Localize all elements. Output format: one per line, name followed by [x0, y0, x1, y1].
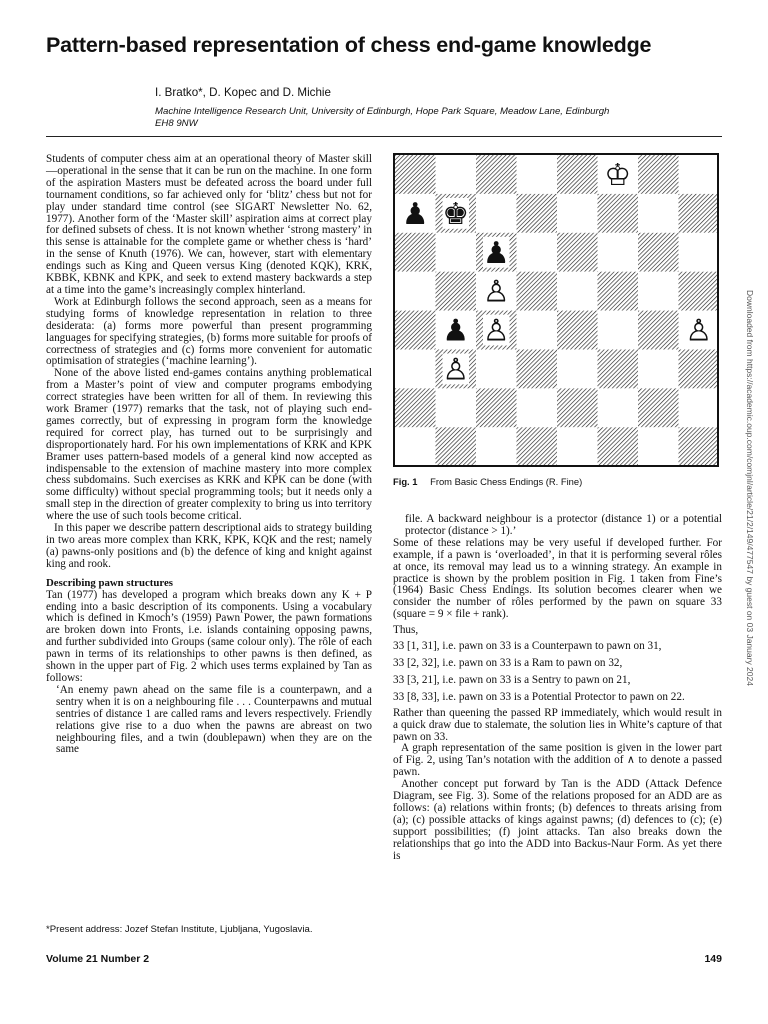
black-pawn-icon: ♟	[482, 235, 510, 271]
light-square	[638, 272, 679, 311]
light-square	[679, 388, 720, 427]
dark-square	[395, 155, 436, 194]
paragraph: None of the above listed end-games contains anything problematical from a Master’s point of view and computer programs embodying correct strategies have been written for all of them. In reviewing this work Bramer (1977) remarks that the task, not of playing such end-games correctly, but of expressing in program form the knowledge required for correct play, has turned out to be surprisingly and disproportionately hard. For his own implementations of KRK and KPK Bramer uses pattern-based models of a general kind now accepted as indispensable to the extension of machine mastery into more complex chess subdomains. Such exercises as KRK and KPK can be done (with some difficulty) without special programming tools; but it needs only a small step in the direction of greater complexity to bring us into territory where the use of such tools become critical.	[46, 367, 372, 523]
dark-square	[598, 427, 639, 466]
paper-title: Pattern-based representation of chess end-game knowledge	[46, 33, 652, 57]
light-square	[517, 388, 558, 427]
dark-square	[517, 350, 558, 389]
relation-line: 33 [8, 33], i.e. pawn on 33 is a Potential Protector to pawn on 22.	[393, 690, 685, 703]
light-square	[557, 350, 598, 389]
dark-square	[476, 388, 517, 427]
dark-square	[598, 350, 639, 389]
paragraph: A graph representation of the same position is given in the lower part of Fig. 2, using Tan’s notation with the addition of ∧ to denote a passed pawn.	[393, 742, 722, 779]
black-pawn-icon: ♟	[401, 196, 429, 232]
relation-line: 33 [3, 21], i.e. pawn on 33 is a Sentry to pawn on 21,	[393, 673, 631, 686]
relation-line: 33 [2, 32], i.e. pawn on 33 is a Ram to pawn on 32,	[393, 656, 623, 669]
dark-square	[517, 194, 558, 233]
dark-square	[638, 233, 679, 272]
light-square	[517, 311, 558, 350]
white-pawn-icon: ♙	[482, 274, 510, 310]
dark-square	[638, 388, 679, 427]
dark-square	[476, 155, 517, 194]
chess-board-figure	[393, 153, 722, 498]
light-square	[598, 388, 639, 427]
download-watermark: Downloaded from https://academic.oup.com/comjnl/article/21/2/149/477547 by guest on 03 January 2024	[745, 290, 755, 686]
paragraph: Another concept put forward by Tan is the ADD (Attack Defence Diagram, see Fig. 3). Some of the relations proposed for an ADD are as follows: (a) relations within fronts; (b) defences to threats arising from (a); (c) possible attacks of kings against pawns; (d) defences to (c); (e) support possibilities; (f) joint attacks. Tan also breaks down the relationships that go into the ADD into Backus-Naur Form. As yet there is	[393, 778, 722, 862]
light-square	[557, 272, 598, 311]
paragraph: In this paper we describe pattern descriptional aids to strategy building in two areas more complex than KRK, KPK, KQK and the rest; namely (a) pawns-only positions and (b) the defence of king and knight against king and rook.	[46, 522, 372, 570]
dark-square	[598, 272, 639, 311]
paragraph: Tan (1977) has developed a program which breaks down any K + P ending into a basic description of its components. Using a vocabulary which is defined in Kmoch’s (1959) Pawn Power, the pawn formations are broken down into Fronts, i.e. islands containing opposing pawns, and further subdivided into Groups (same colour only). The rôle of each pawn in terms of its relationships to other pawns is then defined, as shown in the upper part of Fig. 2 which uses terms explained by Tan as follows:	[46, 588, 372, 684]
dark-square	[395, 233, 436, 272]
light-square	[679, 155, 720, 194]
chess-board	[393, 153, 722, 473]
light-square	[436, 388, 477, 427]
paragraph: Rather than queening the passed RP immediately, which would result in a quick draw due to stalemate, the solution lies in White’s capture of that pawn on 33.	[393, 706, 722, 743]
figure-caption	[393, 476, 722, 487]
dark-square	[436, 427, 477, 466]
right-column	[393, 514, 722, 862]
paragraph: Students of computer chess aim at an operational theory of Master skill—operational in the sense that it can be run on the machine. In one form of the aspiration Masters must be defeated across the board under full tournament conditions, so far achieved only for ‘blitz’ chess but not for play under standard time control (see SIGART Newsletter No. 62, 1977). Another form of the ‘Master skill’ aspiration aims at correct play for defined subsets of chess. It is not known whether ‘strong mastery’ in this sense is attainable for the complete game or whether chess is ‘hard’ in the sense of Knuth (1976). We can, however, start with elementary endings such as King and Queen versus King (denoted KQK), KRK, KBBK, KBNK and KPK, and seek to extend mastery backwards a step at a time into the game’s increasingly complex hinterland.	[46, 153, 372, 296]
quote-continuation: file. A backward neighbour is a protector (distance 1) or a potential protector (distance > 1).’	[405, 513, 722, 537]
page-number: 149	[704, 953, 722, 965]
black-pawn-icon: ♟	[442, 313, 470, 349]
light-square	[557, 194, 598, 233]
authors: I. Bratko*, D. Kopec and D. Michie	[155, 86, 331, 99]
light-square	[395, 427, 436, 466]
white-king-icon: ♔	[604, 157, 632, 193]
quote: ‘An enemy pawn ahead on the same file is a counterpawn, and a sentry when it is on a neighbouring file . . . Counterpawns and mutual sentries of distance 1 are called rams and levers respectively. Friendly relations give rise to a duo when the pawns are abreast on two neighbouring files, and a twin (doublepawn) when they are on the same	[56, 683, 372, 756]
light-square	[436, 233, 477, 272]
light-square	[436, 155, 477, 194]
dark-square	[436, 272, 477, 311]
white-pawn-icon: ♙	[685, 313, 713, 349]
light-square	[476, 194, 517, 233]
dark-square	[517, 427, 558, 466]
light-square	[476, 427, 517, 466]
footnote: *Present address: Jozef Stefan Institute, Ljubljana, Yugoslavia.	[46, 924, 313, 935]
white-pawn-icon: ♙	[442, 352, 470, 388]
black-king-icon: ♚	[442, 196, 470, 232]
dark-square	[517, 272, 558, 311]
dark-square	[395, 311, 436, 350]
dark-square	[557, 388, 598, 427]
dark-square	[638, 155, 679, 194]
dark-square	[679, 194, 720, 233]
light-square	[517, 233, 558, 272]
paragraph: Thus,	[393, 624, 419, 637]
light-square	[395, 350, 436, 389]
left-column	[46, 154, 372, 756]
volume-footer: Volume 21 Number 2	[46, 953, 150, 965]
relation-line: 33 [1, 31], i.e. pawn on 33 is a Counterpawn to pawn on 31,	[393, 640, 662, 653]
light-square	[557, 427, 598, 466]
light-square	[598, 233, 639, 272]
light-square	[598, 311, 639, 350]
light-square	[476, 350, 517, 389]
dark-square	[557, 233, 598, 272]
light-square	[517, 155, 558, 194]
dark-square	[395, 388, 436, 427]
light-square	[638, 194, 679, 233]
dark-square	[679, 272, 720, 311]
dark-square	[638, 311, 679, 350]
dark-square	[679, 427, 720, 466]
section-heading: Describing pawn structures	[46, 576, 173, 589]
light-square	[679, 233, 720, 272]
caption-text: From Basic Chess Endings (R. Fine)	[430, 476, 583, 487]
dark-square	[557, 155, 598, 194]
paragraph: Work at Edinburgh follows the second approach, seen as a means for studying forms of knowledge representation in relation to three desiderata: (a) forms more powerful than present programming languages for specifying strategies, (b) forms more suitable for proofs of correctness of strategies and (c) forms more convenient for automatic optimisation of strategies (‘machine learning’).	[46, 295, 372, 368]
dark-square	[598, 194, 639, 233]
caption-label: Fig. 1	[393, 476, 418, 487]
paragraph: Some of these relations may be very useful if developed further. For example, if a pawn is ‘overloaded’, in that it is performing several rôles at once, its removal may lead us to a winning strategy. An example in practice is shown by the problem position in Fig. 1 taken from Fine’s (1964) Basic Chess Endings. Its solution becomes clearer when we consider the number of rôles performed by the pawn on square 33 (square = 9 × file + rank).	[393, 536, 722, 621]
light-square	[395, 272, 436, 311]
light-square	[638, 427, 679, 466]
dark-square	[679, 350, 720, 389]
light-square	[638, 350, 679, 389]
dark-square	[557, 311, 598, 350]
header-rule	[46, 136, 722, 137]
white-pawn-icon: ♙	[482, 313, 510, 349]
affiliation: Machine Intelligence Research Unit, University of Edinburgh, Hope Park Square, Meadow Lane, Edinburgh EH8 9NW	[155, 106, 610, 129]
